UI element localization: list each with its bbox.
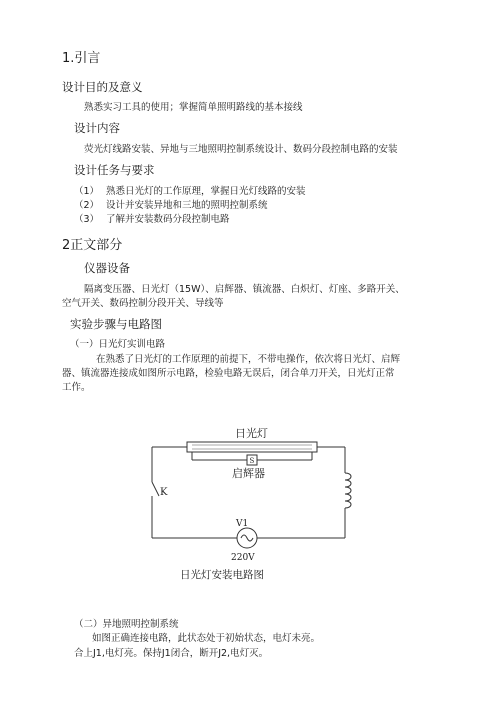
ballast-coil <box>345 473 351 508</box>
purpose-heading: 设计目的及意义 <box>62 80 143 94</box>
switch-k <box>152 482 159 496</box>
body-heading: 2正文部分 <box>62 238 123 253</box>
task-3-text: 了解并安装数码分段控制电路 <box>106 214 230 225</box>
task-1-number: （1） <box>74 186 100 197</box>
equipment-line-2: 空气开关、数码控制分段开关、导线等 <box>62 298 224 309</box>
subsection-1-heading: （一）日光灯实训电路 <box>70 339 166 350</box>
starter-label: 启辉器 <box>232 467 265 480</box>
lamp-label: 日光灯 <box>235 427 268 440</box>
tasks-heading: 设计任务与要求 <box>74 163 155 177</box>
content-heading: 设计内容 <box>74 121 120 135</box>
task-2-text: 设计并安装异地和三地的照明控制系统 <box>106 200 268 211</box>
source-voltage: 220V <box>231 553 255 563</box>
task-1-text: 熟悉日光灯的工作原理，掌握日光灯线路的安装 <box>106 186 306 197</box>
fluorescent-tube <box>187 442 317 452</box>
starter-symbol: S <box>249 457 255 465</box>
task-3-number: （3） <box>74 214 100 225</box>
subsection-2-line-1: 如图正确连接电路，此状态处于初始状态，电灯未亮。 <box>92 633 321 644</box>
subsection-2-heading: （二）异地照明控制系统 <box>74 619 179 630</box>
purpose-text: 熟悉实习工具的使用；掌握简单照明路线的基本接线 <box>84 102 303 113</box>
figure-caption: 日光灯安装电路图 <box>180 569 264 581</box>
steps-heading: 实验步骤与电路图 <box>70 317 162 331</box>
source-label: V1 <box>236 519 249 529</box>
fluorescent-lamp-circuit-diagram <box>140 420 370 565</box>
content-text: 荧光灯线路安装、异地与三地照明控制系统设计、数码分段控制电路的安装 <box>84 144 398 155</box>
subsection-1-line-3: 工作。 <box>62 382 91 393</box>
subsection-1-line-1: 在熟悉了日光灯的工作原理的前提下，不带电操作，依次将日光灯、启辉 <box>96 354 401 365</box>
equipment-heading: 仪器设备 <box>84 261 130 275</box>
subsection-2-line-2: 合上J1,电灯亮。保持J1闭合，断开J2,电灯灭。 <box>74 648 269 659</box>
equipment-line-1: 隔离变压器、日光灯（15W）、启辉器、镇流器、白炽灯、灯座、多路开关、 <box>84 284 405 295</box>
task-2-number: （2） <box>74 200 100 211</box>
switch-label: K <box>160 487 168 498</box>
subsection-1-line-2: 器、镇流器连接成如图所示电路，检验电路无误后，闭合单刀开关，日光灯正常 <box>62 368 395 379</box>
intro-heading: 1.引言 <box>62 51 101 66</box>
